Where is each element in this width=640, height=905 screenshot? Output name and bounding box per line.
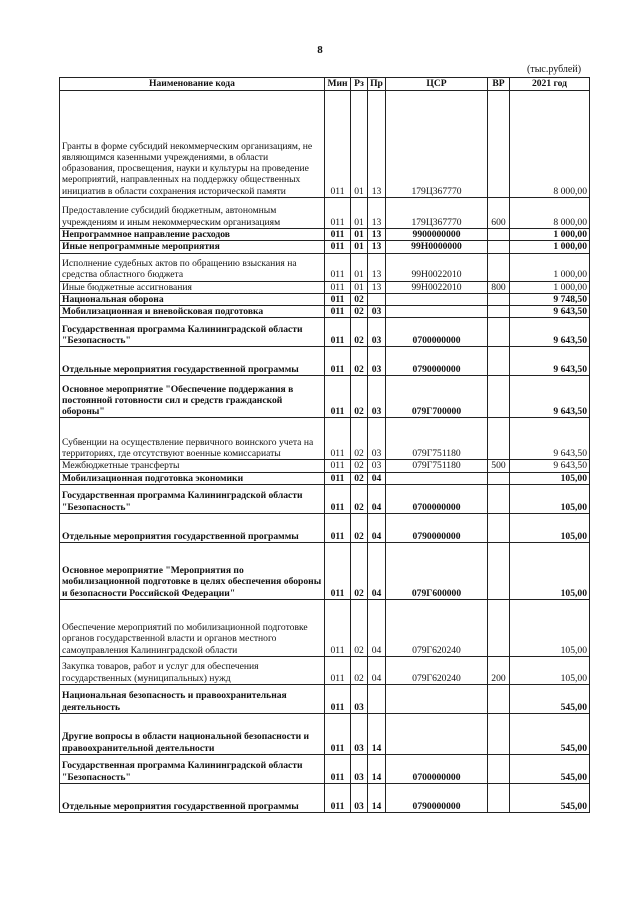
- cell-name: Основное мероприятие "Обеспечение поддержания в постоянной готовности сил и средств гражданской обороны": [60, 376, 325, 418]
- cell-csr: 0790000000: [386, 347, 488, 376]
- cell-pr: 03: [368, 418, 386, 460]
- cell-pr: 03: [368, 376, 386, 418]
- cell-min: 011: [325, 241, 351, 253]
- table-row: [60, 293, 590, 305]
- cell-csr: 0700000000: [386, 755, 488, 784]
- table-row: [60, 514, 590, 543]
- cell-min: 011: [325, 514, 351, 543]
- cell-vr: 600: [488, 198, 510, 229]
- cell-name: Отдельные мероприятия государственной программы: [60, 347, 325, 376]
- table-row: [60, 685, 590, 714]
- cell-rz: 03: [351, 755, 368, 784]
- cell-pr: 04: [368, 600, 386, 657]
- cell-name: Национальная оборона: [60, 293, 325, 305]
- table-row: [60, 600, 590, 657]
- cell-sum: 9 643,50: [510, 460, 590, 472]
- cell-csr: 9900000000: [386, 229, 488, 241]
- cell-sum: 9 643,50: [510, 318, 590, 347]
- cell-sum: 8 000,00: [510, 198, 590, 229]
- cell-sum: 105,00: [510, 543, 590, 600]
- cell-name: Непрограммное направление расходов: [60, 229, 325, 241]
- cell-csr: 179Ц367770: [386, 198, 488, 229]
- cell-vr: [488, 306, 510, 318]
- cell-pr: 04: [368, 472, 386, 484]
- cell-sum: 105,00: [510, 514, 590, 543]
- cell-min: 011: [325, 229, 351, 241]
- cell-pr: [368, 685, 386, 714]
- cell-min: 011: [325, 784, 351, 813]
- cell-name: Государственная программа Калининградской области "Безопасность": [60, 755, 325, 784]
- cell-csr: 079Г620240: [386, 600, 488, 657]
- cell-rz: 03: [351, 784, 368, 813]
- cell-rz: 01: [351, 253, 368, 281]
- cell-vr: [488, 229, 510, 241]
- table-row: [60, 318, 590, 347]
- cell-rz: 01: [351, 229, 368, 241]
- cell-name: Государственная программа Калининградской области "Безопасность": [60, 485, 325, 514]
- cell-pr: 14: [368, 784, 386, 813]
- cell-vr: [488, 543, 510, 600]
- cell-sum: 105,00: [510, 600, 590, 657]
- cell-csr: 079Г700000: [386, 376, 488, 418]
- table-header-row: [60, 78, 590, 91]
- cell-min: 011: [325, 293, 351, 305]
- cell-name: Отдельные мероприятия государственной программы: [60, 784, 325, 813]
- cell-csr: [386, 685, 488, 714]
- cell-sum: 545,00: [510, 755, 590, 784]
- cell-rz: 02: [351, 472, 368, 484]
- cell-vr: [488, 485, 510, 514]
- cell-vr: [488, 418, 510, 460]
- cell-vr: [488, 784, 510, 813]
- cell-csr: [386, 472, 488, 484]
- units-label: (тыс.рублей): [527, 64, 582, 75]
- cell-sum: 1 000,00: [510, 281, 590, 293]
- budget-table: [59, 77, 590, 813]
- cell-csr: 179Ц367770: [386, 91, 488, 198]
- cell-rz: 03: [351, 714, 368, 755]
- cell-pr: 03: [368, 347, 386, 376]
- cell-pr: 04: [368, 514, 386, 543]
- cell-name: Мобилизационная и вневойсковая подготовка: [60, 306, 325, 318]
- header-csr: ЦСР: [386, 78, 488, 91]
- cell-csr: 079Г751180: [386, 460, 488, 472]
- cell-vr: [488, 318, 510, 347]
- cell-csr: 079Г751180: [386, 418, 488, 460]
- cell-min: 011: [325, 714, 351, 755]
- cell-min: 011: [325, 543, 351, 600]
- cell-vr: [488, 347, 510, 376]
- cell-csr: 0790000000: [386, 514, 488, 543]
- cell-sum: 9 748,50: [510, 293, 590, 305]
- cell-vr: [488, 600, 510, 657]
- cell-pr: 03: [368, 460, 386, 472]
- cell-name: Отдельные мероприятия государственной программы: [60, 514, 325, 543]
- cell-min: 011: [325, 318, 351, 347]
- cell-csr: 99Н0022010: [386, 253, 488, 281]
- cell-vr: [488, 91, 510, 198]
- cell-name: Субвенции на осуществление первичного воинского учета на территориях, где отсутствуют военные комиссариаты: [60, 418, 325, 460]
- cell-rz: 01: [351, 198, 368, 229]
- page-number: 8: [317, 44, 323, 56]
- cell-rz: 02: [351, 418, 368, 460]
- cell-name: Межбюджетные трансферты: [60, 460, 325, 472]
- cell-sum: 1 000,00: [510, 253, 590, 281]
- table-row: [60, 784, 590, 813]
- cell-min: 011: [325, 460, 351, 472]
- table-row: [60, 714, 590, 755]
- cell-vr: 800: [488, 281, 510, 293]
- cell-sum: 8 000,00: [510, 91, 590, 198]
- table-row: [60, 198, 590, 229]
- table-row: [60, 485, 590, 514]
- header-name: Наименование кода: [60, 78, 325, 91]
- cell-name: Закупка товаров, работ и услуг для обеспечения государственных (муниципальных) нужд: [60, 657, 325, 685]
- cell-csr: 99Н0022010: [386, 281, 488, 293]
- cell-rz: 03: [351, 685, 368, 714]
- cell-name: Основное мероприятие "Мероприятия по мобилизационной подготовке в целях обеспечения обороны и безопасности Российской Федерации": [60, 543, 325, 600]
- cell-csr: 0700000000: [386, 318, 488, 347]
- table-row: [60, 91, 590, 198]
- cell-name: Обеспечение мероприятий по мобилизационной подготовке органов государственной власти и органов местного самоуправления Калининградской области: [60, 600, 325, 657]
- cell-name: Исполнение судебных актов по обращению взыскания на средства областного бюджета: [60, 253, 325, 281]
- cell-pr: 13: [368, 281, 386, 293]
- cell-pr: 13: [368, 241, 386, 253]
- cell-min: 011: [325, 347, 351, 376]
- cell-rz: 02: [351, 306, 368, 318]
- cell-sum: 105,00: [510, 657, 590, 685]
- cell-pr: [368, 293, 386, 305]
- cell-csr: [386, 714, 488, 755]
- cell-rz: 01: [351, 91, 368, 198]
- table-row: [60, 472, 590, 484]
- table-row: [60, 543, 590, 600]
- cell-rz: 02: [351, 376, 368, 418]
- table-row: [60, 347, 590, 376]
- cell-csr: 99Н0000000: [386, 241, 488, 253]
- cell-min: 011: [325, 198, 351, 229]
- cell-pr: 13: [368, 91, 386, 198]
- table-row: [60, 241, 590, 253]
- cell-csr: [386, 306, 488, 318]
- cell-pr: 14: [368, 714, 386, 755]
- cell-vr: [488, 685, 510, 714]
- table-row: [60, 306, 590, 318]
- cell-min: 011: [325, 253, 351, 281]
- cell-rz: 02: [351, 318, 368, 347]
- cell-rz: 01: [351, 281, 368, 293]
- cell-rz: 02: [351, 657, 368, 685]
- cell-sum: 9 643,50: [510, 376, 590, 418]
- cell-rz: 02: [351, 543, 368, 600]
- header-vr: ВР: [488, 78, 510, 91]
- cell-name: Мобилизационная подготовка экономики: [60, 472, 325, 484]
- cell-pr: 13: [368, 253, 386, 281]
- cell-vr: [488, 241, 510, 253]
- header-year: 2021 год: [510, 78, 590, 91]
- header-min: Мин: [325, 78, 351, 91]
- table-row: [60, 657, 590, 685]
- cell-min: 011: [325, 600, 351, 657]
- cell-name: Гранты в форме субсидий некоммерческим организациям, не являющимся казенными учреждениями, в области образования, просвещения, науки и культуры на проведение мероприятий, направленных на поддержку общественных инициатив в области сохранения исторической памяти: [60, 91, 325, 198]
- cell-sum: 105,00: [510, 485, 590, 514]
- cell-name: Национальная безопасность и правоохранительная деятельность: [60, 685, 325, 714]
- cell-min: 011: [325, 91, 351, 198]
- cell-sum: 9 643,50: [510, 306, 590, 318]
- cell-pr: 04: [368, 485, 386, 514]
- cell-min: 011: [325, 485, 351, 514]
- table-row: [60, 229, 590, 241]
- cell-name: Государственная программа Калининградской области "Безопасность": [60, 318, 325, 347]
- cell-vr: [488, 514, 510, 543]
- cell-min: 011: [325, 306, 351, 318]
- cell-name: Иные бюджетные ассигнования: [60, 281, 325, 293]
- cell-vr: [488, 376, 510, 418]
- cell-vr: [488, 293, 510, 305]
- cell-rz: 02: [351, 514, 368, 543]
- cell-sum: 545,00: [510, 784, 590, 813]
- cell-sum: 9 643,50: [510, 347, 590, 376]
- cell-min: 011: [325, 472, 351, 484]
- cell-min: 011: [325, 281, 351, 293]
- cell-csr: 079Г620240: [386, 657, 488, 685]
- cell-name: Другие вопросы в области национальной безопасности и правоохранительной деятельности: [60, 714, 325, 755]
- table-row: [60, 460, 590, 472]
- cell-sum: 545,00: [510, 714, 590, 755]
- cell-min: 011: [325, 657, 351, 685]
- cell-min: 011: [325, 418, 351, 460]
- cell-vr: [488, 714, 510, 755]
- cell-name: Иные непрограммные мероприятия: [60, 241, 325, 253]
- cell-vr: 500: [488, 460, 510, 472]
- header-pr: Пр: [368, 78, 386, 91]
- cell-pr: 13: [368, 198, 386, 229]
- cell-sum: 9 643,50: [510, 418, 590, 460]
- table-row: [60, 376, 590, 418]
- cell-pr: 14: [368, 755, 386, 784]
- cell-vr: 200: [488, 657, 510, 685]
- cell-vr: [488, 755, 510, 784]
- cell-sum: 105,00: [510, 472, 590, 484]
- table-row: [60, 281, 590, 293]
- cell-csr: 079Г600000: [386, 543, 488, 600]
- cell-rz: 02: [351, 600, 368, 657]
- cell-csr: 0790000000: [386, 784, 488, 813]
- cell-sum: 1 000,00: [510, 241, 590, 253]
- cell-min: 011: [325, 685, 351, 714]
- cell-rz: 02: [351, 347, 368, 376]
- cell-csr: 0700000000: [386, 485, 488, 514]
- cell-rz: 02: [351, 460, 368, 472]
- cell-min: 011: [325, 755, 351, 784]
- cell-rz: 02: [351, 293, 368, 305]
- cell-csr: [386, 293, 488, 305]
- cell-pr: 03: [368, 318, 386, 347]
- cell-vr: [488, 253, 510, 281]
- cell-rz: 01: [351, 241, 368, 253]
- table-row: [60, 253, 590, 281]
- cell-vr: [488, 472, 510, 484]
- table-row: [60, 418, 590, 460]
- cell-rz: 02: [351, 485, 368, 514]
- cell-pr: 04: [368, 543, 386, 600]
- cell-pr: 03: [368, 306, 386, 318]
- cell-pr: 04: [368, 657, 386, 685]
- cell-sum: 545,00: [510, 685, 590, 714]
- cell-pr: 13: [368, 229, 386, 241]
- cell-sum: 1 000,00: [510, 229, 590, 241]
- cell-min: 011: [325, 376, 351, 418]
- header-rz: Рз: [351, 78, 368, 91]
- cell-name: Предоставление субсидий бюджетным, автономным учреждениям и иным некоммерческим организациям: [60, 198, 325, 229]
- table-row: [60, 755, 590, 784]
